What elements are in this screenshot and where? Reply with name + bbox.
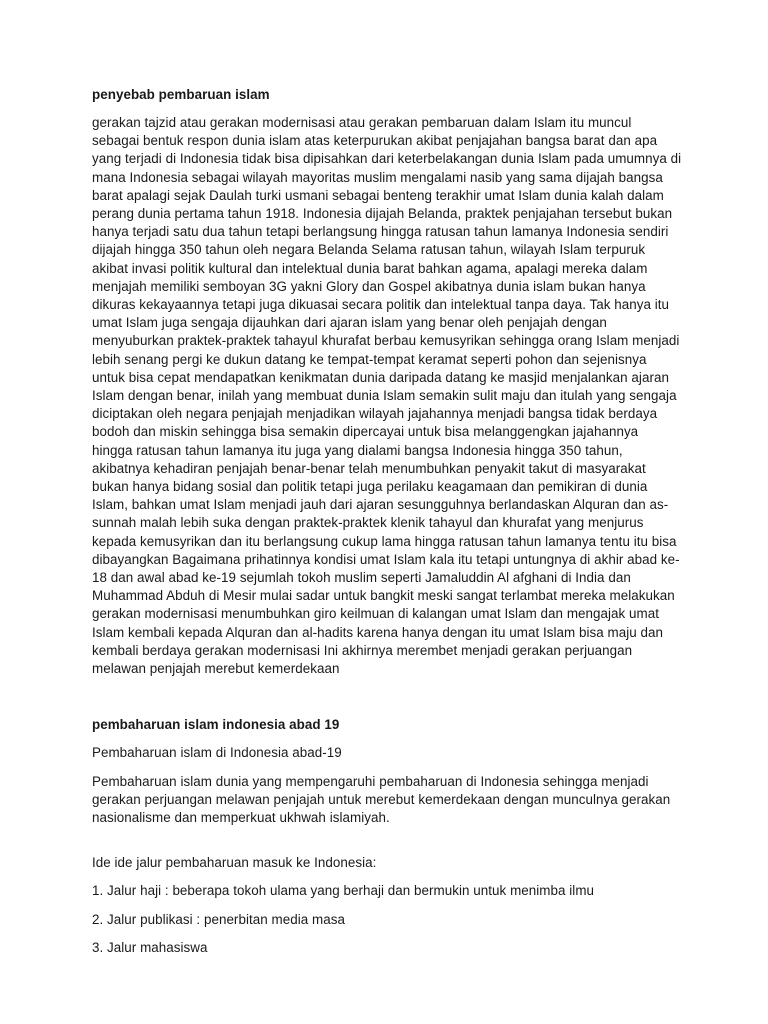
section-spacer [92, 688, 682, 716]
list-item-publikasi: 2. Jalur publikasi : penerbitan media masa [92, 911, 345, 927]
section-body-pembaharuan: Pembaharuan islam dunia yang mempengaruhi pembaharuan di Indonesia sehingga menjadi gerakan perjuangan melawan penjajah untuk merebut kemerdekaan dengan munculnya gerakan nasionalisme dan memperkuat ukhwah islamiyah. [92, 773, 671, 825]
list-intro: Ide ide jalur pembaharuan masuk ke Indonesia: [92, 855, 377, 871]
paragraph-spacer [92, 837, 682, 854]
list-item-haji: 1. Jalur haji : beberapa tokoh ulama yang berhaji dan bermukin untuk menimba ilmu [92, 883, 595, 899]
section-heading-pembaharuan: pembaharuan islam indonesia abad 19 [92, 717, 340, 733]
list-item-mahasiswa: 3. Jalur mahasiswa [92, 939, 208, 955]
section-body-penyebab: gerakan tajzid atau gerakan modernisasi atau gerakan pembaruan dalam Islam itu muncul sebagai bentuk respon dunia islam atas keterpurukan akibat penjajahan bangsa barat dan apa yang terjadi di Indonesia tidak bisa dipisahkan dari keterbelakangan dunia Islam pada umumnya di mana Indonesia sebagai wilayah mayoritas muslim mengalami nasib yang sama dijajah bangsa barat apalagi sejak Daulah turki usmani sebagai benteng terakhir umat Islam dunia kalah dalam perang dunia pertama tahun 1918. Indonesia dijajah Belanda, praktek penjajahan tersebut bukan hanya terjadi satu dua tahun tetapi berlangsung hingga ratusan tahun lamanya Indonesia sendiri dijajah hingga 350 tahun oleh negara Belanda Selama ratusan tahun, wilayah Islam terpuruk akibat invasi politik kultural dan intelektual dunia barat bahkan agama, apalagi mereka dalam menjajah memiliki semboyan 3G yakni Glory dan Gospel akibatnya dunia islam bukan hanya dikuras kekayaannya tetapi juga dikuasai secara politik dan intelektual tanpa daya. Tak hanya itu umat Islam juga sengaja dijauhkan dari ajaran islam yang benar oleh penjajah dengan menyuburkan praktek-praktek tahayul khurafat berbau kemusyrikan sehingga orang Islam menjadi lebih senang pergi ke dukun datang ke tempat-tempat keramat seperti pohon dan sejenisnya untuk bisa cepat mendapatkan kenikmatan dunia daripada datang ke masjid menjalankan ajaran Islam dengan benar, inilah yang membuat dunia Islam semakin sulit maju dan itulah yang sengaja diciptakan oleh negara penjajah menjadikan wilayah jajahannya menjadi bangsa tidak berdaya bodoh dan miskin sehingga bisa semakin dipercayai untuk bisa melanggengkan jajahannya hingga ratusan tahun lamanya itu juga yang dialami bangsa Indonesia hingga 350 tahun, akibatnya kehadiran penjajah benar-benar telah menumbuhkan penyakit takut di masyarakat bukan hanya bidang sosial dan politik tetapi juga perilaku keagamaan dan pemikiran di dunia Islam, bahkan umat Islam menjadi jauh dari ajaran sesungguhnya berlandaskan Alquran dan as-sunnah malah lebih suka dengan praktek-praktek klenik tahayul dan khurafat yang menjurus kepada kemusyrikan dan itu berlangsung cukup lama hingga ratusan tahun lamanya tentu itu bisa dibayangkan Bagaimana prihatinnya kondisi umat Islam kala itu tetapi untungnya di akhir abad ke-18 dan awal abad ke-19 sejumlah tokoh muslim seperti Jamaluddin Al afghani di India dan Muhammad Abduh di Mesir mulai sadar untuk bangkit meski sangat terlambat mereka melakukan gerakan modernisasi menumbuhkan giro keilmuan di kalangan umat Islam dan mengajak umat Islam kembali kepada Alquran dan al-hadits karena hanya dengan itu umat Islam bisa maju dan kembali berdaya gerakan modernisasi Ini akhirnya merembet menjadi gerakan perjuangan melawan penjajah merebut kemerdekaan [92, 115, 682, 677]
document-page [92, 86, 682, 967]
section-heading-penyebab: penyebab pembaruan islam [92, 87, 270, 102]
section-subtitle: Pembaharuan islam di Indonesia abad-19 [92, 745, 342, 761]
